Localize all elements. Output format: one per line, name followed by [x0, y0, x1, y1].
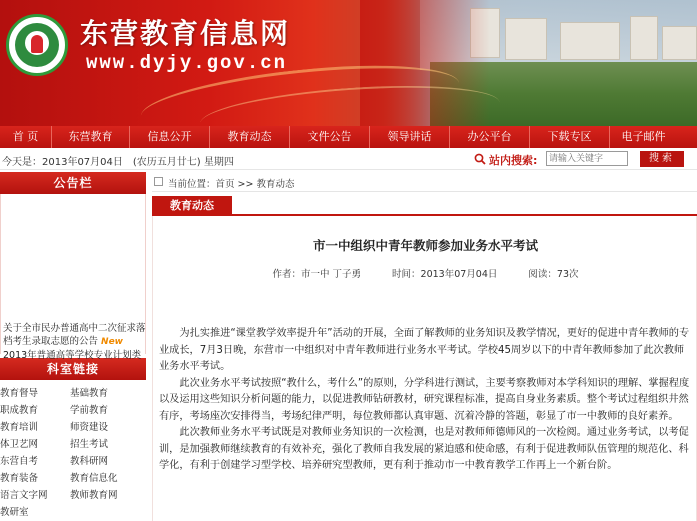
search-label: 站内搜索:	[489, 154, 538, 167]
article-paragraph: 为扎实推进“课堂教学效率提升年”活动的开展，全面了解教师的业务知识及教学情况，更好的促进中青年教师的专业成长，7月3日晚，东营市一中组织对中青年教师进行业务水平考试。学校45周岁以下的中青年教师参加了此次教师业务水平考试。	[159, 328, 690, 372]
notice-item[interactable]	[3, 349, 147, 362]
notice-item[interactable]	[3, 322, 147, 335]
dept-link[interactable]: 教育培训	[0, 422, 39, 433]
article-author: 作者：市一中 丁子勇	[272, 269, 361, 280]
left-sidebar	[0, 172, 146, 521]
banner-building	[662, 26, 697, 60]
dept-link[interactable]: 教育信息化	[70, 473, 118, 484]
banner-building	[630, 16, 658, 60]
banner-building	[505, 18, 547, 60]
new-badge: New	[101, 337, 123, 347]
notice-item[interactable]	[3, 335, 147, 349]
breadcrumb-text[interactable]: 当前位置：首页 >> 教育动态	[168, 179, 295, 190]
nav-office-platform[interactable]: 办公平台	[450, 126, 530, 148]
department-links-title: 科室链接	[0, 358, 146, 380]
dept-link[interactable]: 师资建设	[70, 422, 109, 433]
breadcrumb	[152, 172, 697, 192]
site-title: 东营教育信息网	[80, 17, 291, 50]
nav-dongying-education[interactable]: 东营教育	[52, 126, 130, 148]
notice-list	[3, 322, 147, 362]
nav-info-disclosure[interactable]: 信息公开	[130, 126, 210, 148]
article	[152, 216, 697, 521]
department-links	[0, 380, 146, 520]
nav-announcements[interactable]: 文件公告	[290, 126, 370, 148]
dept-link[interactable]: 教科研网	[70, 456, 109, 467]
search-button[interactable]: 搜索	[640, 151, 684, 167]
main-content	[152, 172, 697, 521]
search-icon	[474, 153, 486, 165]
current-date: 今天是：2013年07月04日 (农历五月廿七) 星期四	[2, 157, 234, 168]
nav-downloads[interactable]: 下载专区	[530, 126, 610, 148]
banner-building	[560, 22, 620, 60]
article-paragraph: 此次业务水平考试按照“教什么，考什么”的原则，分学科进行测试，主要考察教师对本学科知识的理解、掌握程度以及运用这些知识分析问题的能力，以促进教师钻研教材，研究课程标准，提高自身业务素质。整个考试过程组织井然有序，考场座次安排得当，考场纪律严明，每位教师都认真审题、沉着冷静的答题，彰显了市一中教师的良好素养。	[159, 377, 690, 422]
dept-link[interactable]: 基础教育	[70, 388, 109, 399]
article-meta	[153, 266, 697, 280]
logo-emblem-icon	[15, 23, 59, 67]
article-reads: 阅读：73次	[528, 269, 579, 280]
notice-item-label: 2013年普通高等学校专业计划类	[3, 350, 142, 361]
nav-education-news[interactable]: 教育动态	[210, 126, 290, 148]
search-input[interactable]	[546, 151, 628, 166]
dept-link[interactable]: 教师教育网	[70, 490, 118, 501]
dept-link[interactable]: 语言文字网	[0, 490, 48, 501]
dept-link[interactable]: 教育督导	[0, 388, 39, 399]
article-time: 时间：2013年07月04日	[392, 269, 498, 280]
nav-leader-speeches[interactable]: 领导讲话	[370, 126, 450, 148]
dept-link[interactable]: 体卫艺网	[0, 439, 39, 450]
dept-link[interactable]: 招生考试	[70, 439, 109, 450]
notice-item-label: 关于全市民办普通高中二次征求落	[3, 323, 146, 334]
article-title: 市一中组织中青年教师参加业务水平考试	[312, 238, 538, 253]
toolbar-row	[0, 148, 697, 170]
notice-board	[0, 194, 146, 361]
location-icon	[154, 177, 163, 186]
section-header	[152, 196, 697, 216]
article-paragraph: 此次教师业务水平考试既是对教师业务知识的一次检测，也是对教师师德师风的一次检阅。通过业务考试，以考促训，是加强教师继续教育的有效补充，强化了教师自我发展的紧迫感和使命感，有利于促进教师队伍管理的规范化、科学化，有利于创建学习型学校、培养研究型教师，更有利于推动市一中教育教学工作再上一个新台阶。	[159, 427, 689, 471]
main-nav	[0, 126, 697, 148]
dept-link[interactable]: 教育装备	[0, 473, 39, 484]
notice-item-label: 档考生录取志愿的公告	[3, 336, 99, 347]
notice-board-title: 公告栏	[0, 172, 146, 194]
dept-link[interactable]: 职成教育	[0, 405, 39, 416]
site-url: www.dyjy.gov.cn	[86, 52, 288, 74]
section-tab: 教育动态	[152, 196, 232, 216]
nav-email[interactable]: 电子邮件	[621, 130, 666, 143]
article-body	[159, 326, 691, 475]
site-logo[interactable]	[6, 14, 68, 76]
nav-home[interactable]: 首 页	[0, 126, 52, 148]
dept-link[interactable]: 教研室	[0, 507, 29, 518]
dept-link[interactable]: 东营自考	[0, 456, 39, 467]
site-banner	[0, 0, 697, 126]
dept-link[interactable]: 学前教育	[70, 405, 109, 416]
